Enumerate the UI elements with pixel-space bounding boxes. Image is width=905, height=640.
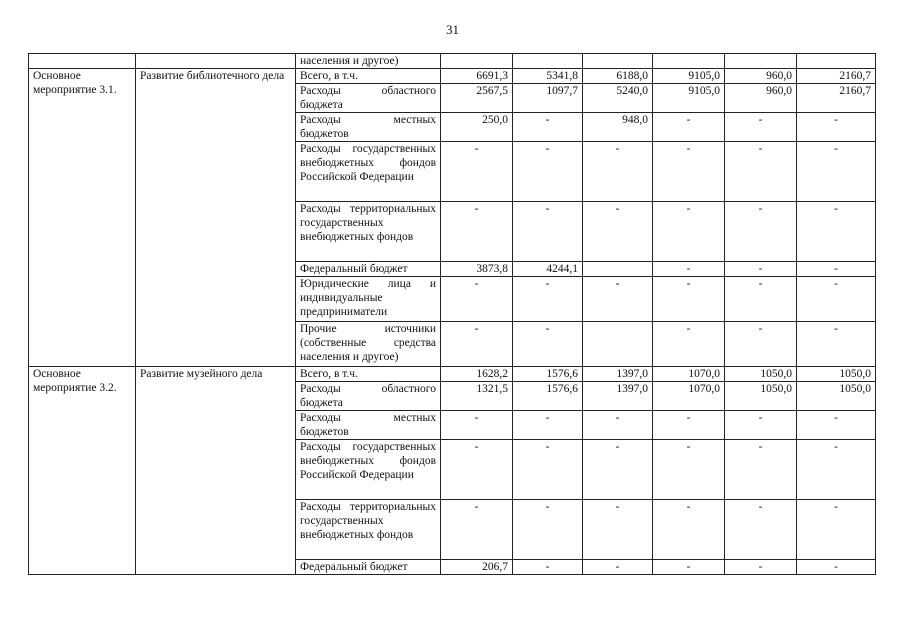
value-cell: 1050,0	[725, 382, 797, 411]
value-cell	[653, 54, 725, 69]
value-cell: -	[653, 113, 725, 142]
value-cell: 948,0	[583, 113, 653, 142]
value-cell: -	[441, 411, 513, 440]
value-cell: 1070,0	[653, 382, 725, 411]
value-cell: 250,0	[441, 113, 513, 142]
value-cell: 1097,7	[513, 84, 583, 113]
source-cell: Расходы областного бюджета	[296, 382, 441, 411]
value-cell: 3873,8	[441, 262, 513, 277]
value-cell: 4244,1	[513, 262, 583, 277]
value-cell: 206,7	[441, 560, 513, 575]
value-cell: 9105,0	[653, 84, 725, 113]
name-cell: Развитие музейного дела	[136, 367, 296, 575]
value-cell: -	[725, 262, 797, 277]
value-cell: -	[441, 142, 513, 202]
value-cell: -	[725, 142, 797, 202]
value-cell: -	[513, 440, 583, 500]
value-cell: -	[725, 202, 797, 262]
value-cell: -	[797, 560, 876, 575]
value-cell: -	[797, 277, 876, 322]
value-cell: 1576,6	[513, 367, 583, 382]
source-cell: Федеральный бюджет	[296, 560, 441, 575]
value-cell	[441, 54, 513, 69]
value-cell: -	[725, 440, 797, 500]
value-cell: 960,0	[725, 84, 797, 113]
source-cell: Расходы территориальных государственных внебюджетных фондов	[296, 202, 441, 262]
value-cell: -	[441, 322, 513, 367]
value-cell: 1050,0	[725, 367, 797, 382]
value-cell: 1397,0	[583, 382, 653, 411]
value-cell: 2160,7	[797, 84, 876, 113]
value-cell: 1070,0	[653, 367, 725, 382]
value-cell: -	[725, 322, 797, 367]
value-cell: 5341,8	[513, 69, 583, 84]
value-cell: 1321,5	[441, 382, 513, 411]
value-cell	[725, 54, 797, 69]
source-cell: Расходы местных бюджетов	[296, 411, 441, 440]
value-cell: -	[513, 560, 583, 575]
value-cell: -	[441, 277, 513, 322]
value-cell: -	[653, 142, 725, 202]
value-cell: -	[653, 500, 725, 560]
value-cell: -	[797, 411, 876, 440]
value-cell: 6188,0	[583, 69, 653, 84]
value-cell: -	[725, 277, 797, 322]
value-cell: 1050,0	[797, 367, 876, 382]
value-cell: -	[441, 202, 513, 262]
source-cell: Расходы местных бюджетов	[296, 113, 441, 142]
value-cell: -	[797, 500, 876, 560]
source-cell: Прочие источники (собственные средства населения и другое)	[296, 322, 441, 367]
source-cell: Расходы государственных внебюджетных фондов Российской Федерации	[296, 440, 441, 500]
event-cell: Основное мероприятие 3.2.	[29, 367, 136, 575]
value-cell: -	[513, 142, 583, 202]
source-cell: Всего, в т.ч.	[296, 367, 441, 382]
event-cell	[29, 54, 136, 69]
value-cell: -	[583, 440, 653, 500]
value-cell: -	[725, 500, 797, 560]
value-cell: -	[513, 411, 583, 440]
source-cell: Федеральный бюджет	[296, 262, 441, 277]
value-cell: 2160,7	[797, 69, 876, 84]
value-cell: -	[653, 262, 725, 277]
table-row	[29, 69, 876, 84]
value-cell: 1050,0	[797, 382, 876, 411]
value-cell: -	[797, 262, 876, 277]
value-cell: 960,0	[725, 69, 797, 84]
value-cell: -	[441, 440, 513, 500]
value-cell	[513, 54, 583, 69]
value-cell: -	[653, 322, 725, 367]
value-cell: -	[797, 142, 876, 202]
value-cell: -	[513, 500, 583, 560]
source-cell: Расходы территориальных государственных внебюджетных фондов	[296, 500, 441, 560]
page-number: 31	[446, 22, 459, 37]
value-cell: 1576,6	[513, 382, 583, 411]
value-cell: -	[513, 202, 583, 262]
value-cell: -	[583, 411, 653, 440]
value-cell: -	[513, 277, 583, 322]
value-cell: -	[725, 113, 797, 142]
event-cell: Основное мероприятие 3.1.	[29, 69, 136, 367]
source-cell: Расходы областного бюджета	[296, 84, 441, 113]
value-cell: -	[513, 322, 583, 367]
value-cell: -	[653, 202, 725, 262]
name-cell: Развитие библиотечного дела	[136, 69, 296, 367]
value-cell: 5240,0	[583, 84, 653, 113]
value-cell: -	[441, 500, 513, 560]
source-cell: Юридические лица и индивидуальные предприниматели	[296, 277, 441, 322]
value-cell: -	[583, 277, 653, 322]
value-cell: 2567,5	[441, 84, 513, 113]
name-cell	[136, 54, 296, 69]
table-row	[29, 367, 876, 382]
value-cell: -	[653, 277, 725, 322]
value-cell	[583, 322, 653, 367]
source-cell: Расходы государственных внебюджетных фондов Российской Федерации	[296, 142, 441, 202]
value-cell: -	[583, 202, 653, 262]
value-cell: -	[797, 322, 876, 367]
value-cell: -	[797, 202, 876, 262]
value-cell: -	[653, 440, 725, 500]
table-row	[29, 54, 876, 69]
value-cell: -	[583, 560, 653, 575]
value-cell: -	[653, 411, 725, 440]
source-cell: Всего, в т.ч.	[296, 69, 441, 84]
source-cell: населения и другое)	[296, 54, 441, 69]
value-cell: -	[583, 142, 653, 202]
value-cell	[583, 262, 653, 277]
value-cell: 6691,3	[441, 69, 513, 84]
value-cell: -	[725, 560, 797, 575]
value-cell: -	[725, 411, 797, 440]
budget-table	[28, 53, 876, 575]
value-cell: -	[513, 113, 583, 142]
value-cell: 1628,2	[441, 367, 513, 382]
value-cell: -	[653, 560, 725, 575]
value-cell: 1397,0	[583, 367, 653, 382]
value-cell: -	[583, 500, 653, 560]
value-cell	[797, 54, 876, 69]
value-cell	[583, 54, 653, 69]
value-cell: -	[797, 113, 876, 142]
value-cell: -	[797, 440, 876, 500]
value-cell: 9105,0	[653, 69, 725, 84]
